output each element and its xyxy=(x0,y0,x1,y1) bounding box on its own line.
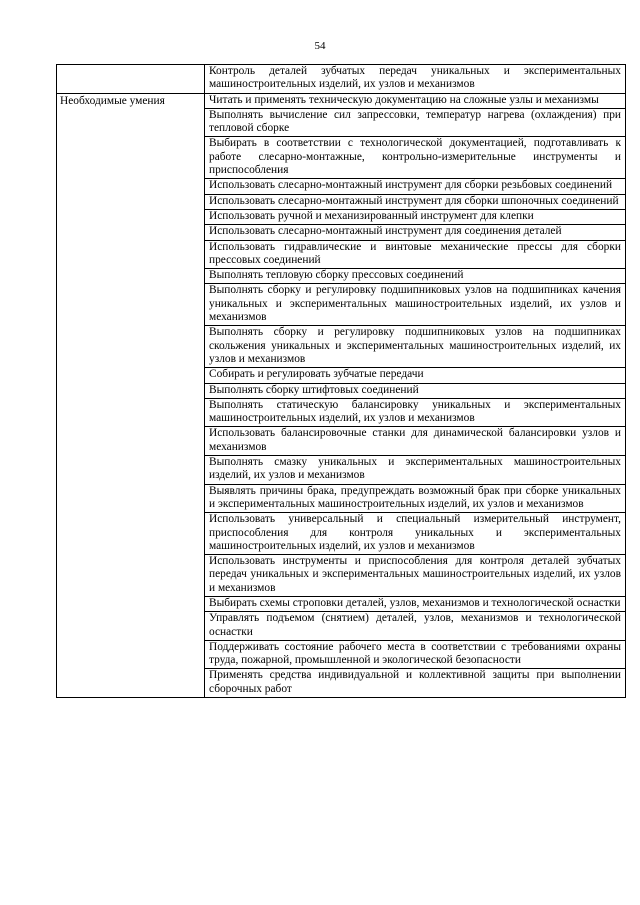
list-item: Использовать слесарно-монтажный инструмент для соединения деталей xyxy=(205,225,625,240)
list-item: Использовать универсальный и специальный измерительный инструмент, приспособления для контроля уникальных и экспериментальных машиностроительных изделий, их узлов и механизмов xyxy=(205,513,625,555)
table-row xyxy=(57,65,626,94)
list-item: Выявлять причины брака, предупреждать возможный брак при сборке уникальных и экспериментальных машиностроительных изделий, их узлов и механизмов xyxy=(205,485,625,514)
items-cell xyxy=(205,93,626,697)
list-item: Использовать балансировочные станки для динамической балансировки узлов и механизмов xyxy=(205,427,625,456)
list-item: Использовать слесарно-монтажный инструмент для сборки резьбовых соединений xyxy=(205,179,625,194)
row-label-empty xyxy=(57,65,205,94)
list-item: Выполнять сборку и регулировку подшипниковых узлов на подшипниках качения уникальных и экспериментальных машиностроительных изделий, их узлов и механизмов xyxy=(205,284,625,326)
list-item: Управлять подъемом (снятием) деталей, узлов, механизмов и технологической оснастки xyxy=(205,612,625,641)
list-item: Выбирать в соответствии с технологической документацией, подготавливать к работе слесарно-монтажные, контрольно-измерительные инструменты и приспособления xyxy=(205,137,625,179)
list-item: Выполнять сборку штифтовых соединений xyxy=(205,384,625,399)
list-item: Применять средства индивидуальной и коллективной защиты при выполнении сборочных работ xyxy=(209,669,621,695)
list-item: Использовать гидравлические и винтовые механические прессы для сборки прессовых соединений xyxy=(205,241,625,270)
list-item: Выполнять тепловую сборку прессовых соединений xyxy=(205,269,625,284)
requirements-table xyxy=(56,64,626,698)
list-item: Поддерживать состояние рабочего места в соответствии с требованиями охраны труда, пожарной, промышленной и экологической безопасности xyxy=(205,641,625,670)
list-item: Выполнять вычисление сил запрессовки, температур нагрева (охлаждения) при тепловой сборке xyxy=(205,109,625,138)
list-item: Собирать и регулировать зубчатые передачи xyxy=(205,368,625,383)
table-row xyxy=(57,93,626,697)
list-item: Использовать ручной и механизированный инструмент для клепки xyxy=(205,210,625,225)
list-item: Выполнять статическую балансировку уникальных и экспериментальных машиностроительных изделий, их узлов и механизмов xyxy=(205,399,625,428)
list-item: Использовать слесарно-монтажный инструмент для сборки шпоночных соединений xyxy=(205,195,625,210)
list-item: Выполнять смазку уникальных и экспериментальных машиностроительных изделий, их узлов и механизмов xyxy=(205,456,625,485)
list-item: Выполнять сборку и регулировку подшипниковых узлов на подшипниках скольжения уникальных и экспериментальных машиностроительных изделий, их узлов и механизмов xyxy=(205,326,625,368)
list-item: Выбирать схемы строповки деталей, узлов, механизмов и технологической оснастки xyxy=(205,597,625,612)
page-number: 54 xyxy=(314,40,326,52)
list-item: Читать и применять техническую документацию на сложные узлы и механизмы xyxy=(205,94,625,109)
list-item: Использовать инструменты и приспособления для контроля деталей зубчатых передач уникальных и экспериментальных машиностроительных изделий, их узлов и механизмов xyxy=(205,555,625,597)
list-item: Контроль деталей зубчатых передач уникальных и экспериментальных машиностроительных изделий, их узлов и механизмов xyxy=(209,65,621,91)
items-cell xyxy=(205,65,626,94)
section-label: Необходимые умения xyxy=(57,93,205,697)
